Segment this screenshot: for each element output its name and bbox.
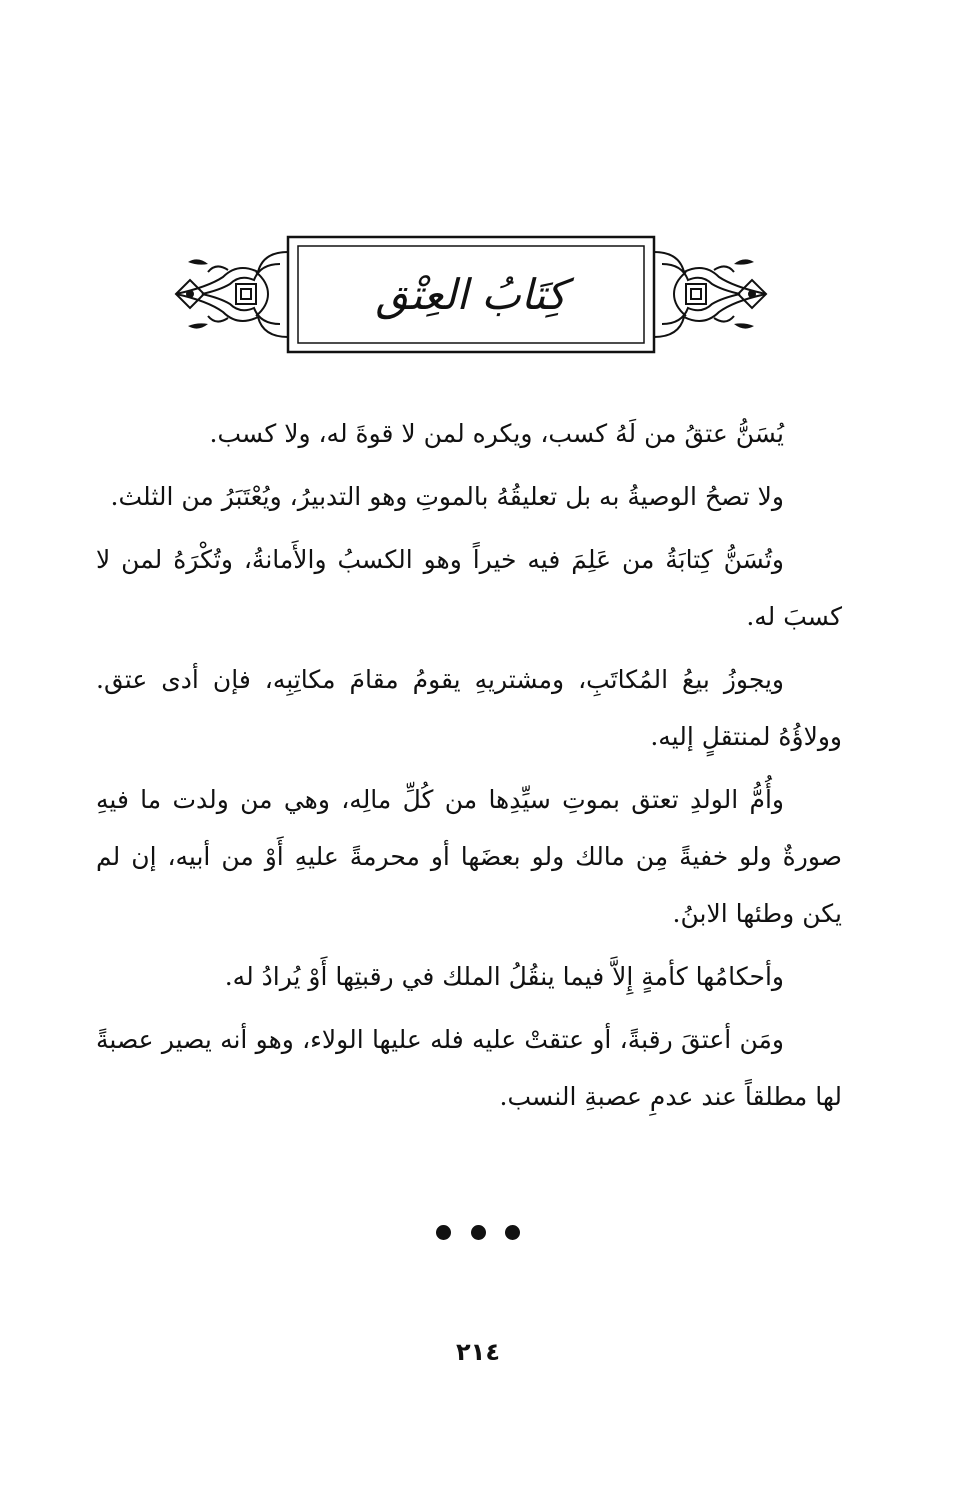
chapter-body xyxy=(96,405,842,1131)
chapter-title: كِتَابُ العِتْق xyxy=(375,270,567,319)
bullet-dot-icon xyxy=(436,1225,451,1240)
paragraph: ويجوزُ بيعُ المُكاتَبِ، ومشتريهِ يقومُ مقامَ مكاتِبِه، فإن أدى عتق. وولاؤُهُ لمنتقلٍ إليه. xyxy=(96,665,842,751)
paragraph: وأحكامُها كأمةٍ إِلاَّ فيما ينقُلُ الملك في رقبتِها أَوْ يُرادُ له. xyxy=(224,962,784,991)
page-number: ٢١٤ xyxy=(456,1338,500,1366)
paragraph: يُسَنُّ عتقُ من لَهُ كسب، ويكره لمن لا قوةَ له، ولا كسب. xyxy=(209,419,784,448)
paragraph: وتُسَنُّ كِتابَةُ من عَلِمَ فيه خيراً وهو الكسبُ والأَمانةُ، وتُكْرَهُ لمن لا كسبَ له. xyxy=(96,545,842,631)
bullet-dot-icon xyxy=(505,1225,520,1240)
paragraph: ومَن أعتقَ رقبةً، أو عتقتْ عليه فله عليها الولاء، وهو أنه يصير عصبةً لها مطلقاً عند عدمِ عصبةِ النسب. xyxy=(96,1025,842,1111)
chapter-title-banner xyxy=(168,232,774,357)
bullet-dot-icon xyxy=(471,1225,486,1240)
paragraph: وأُمُّ الولدِ تعتق بموتِ سيِّدِها من كُلِّ مالِه، وهي من ولدت ما فيهِ صورةٌ ولو خفيةً مِن مالك ولو بعضَها أو محرمةً عليهِ أَوْ من أبيه، إن لم يكن وطئها الابنُ. xyxy=(96,785,842,928)
section-separator xyxy=(436,1222,520,1242)
paragraph: ولا تصحُ الوصيةُ به بل تعليقُهُ بالموتِ وهو التدبيرُ، ويُعْتَبَرُ من الثلث. xyxy=(110,482,784,511)
